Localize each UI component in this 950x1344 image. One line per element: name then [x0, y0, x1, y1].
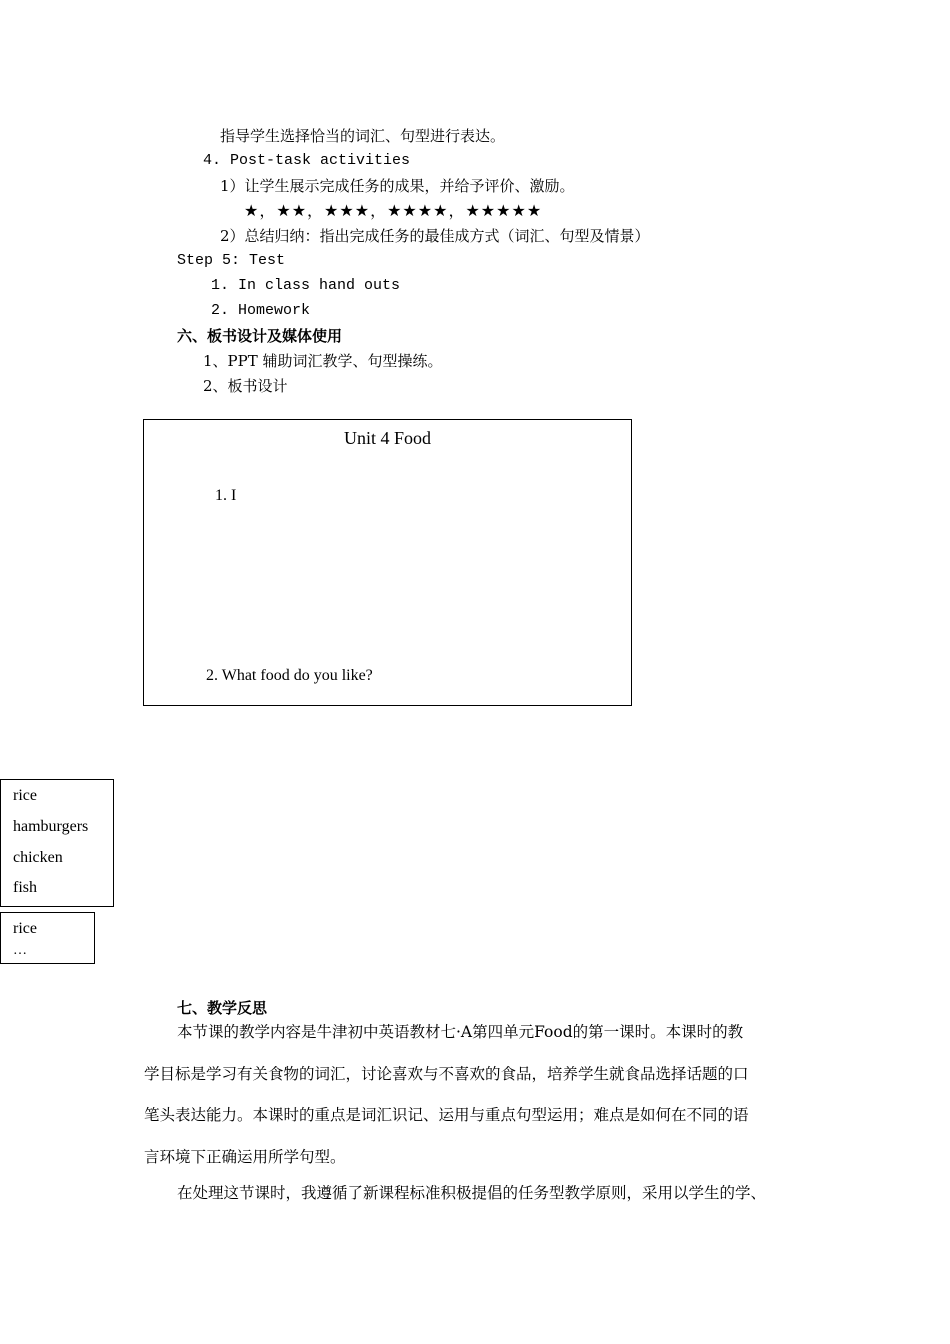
- reflection-line-1: 本节课的教学内容是牛津初中英语教材七·A第四单元Food的第一课时。本课时的教: [177, 1023, 744, 1041]
- food-item-fish: fish: [13, 879, 37, 896]
- test-item-2: 2. Homework: [211, 302, 311, 319]
- small-box-ellipsis: …: [13, 943, 27, 958]
- board-design-box: [143, 419, 632, 706]
- post-task-item-1: 1）让学生展示完成任务的成果，并给予评价、激励。: [220, 177, 575, 195]
- rating-stars: ★，★★，★★★，★★★★，★★★★★: [244, 201, 543, 220]
- food-item-chicken: chicken: [13, 849, 63, 866]
- board-point-1: 1. I: [215, 487, 237, 504]
- section7-heading: 七、教学反思: [177, 999, 268, 1017]
- post-task-heading: 4. Post-task activities: [203, 152, 411, 169]
- small-food-box: [0, 912, 95, 964]
- board-point-2: 2. What food do you like?: [206, 667, 373, 684]
- section6-item-1: 1、PPT 辅助词汇教学、句型操练。: [203, 352, 443, 370]
- section6-heading: 六、板书设计及媒体使用: [177, 327, 343, 345]
- food-item-rice: rice: [13, 787, 37, 804]
- small-box-rice: rice: [13, 920, 37, 937]
- reflection-line-2: 学目标是学习有关食物的词汇，讨论喜欢与不喜欢的食品，培养学生就食品选择话题的口: [144, 1065, 749, 1083]
- board-title: Unit 4 Food: [343, 428, 431, 448]
- post-task-item-2: 2）总结归纳：指出完成任务的最佳成方式（词汇、句型及情景）: [220, 227, 650, 245]
- food-item-hamburgers: hamburgers: [13, 818, 89, 835]
- test-item-1: 1. In class hand outs: [211, 277, 401, 294]
- section6-item-2: 2、板书设计: [203, 377, 288, 395]
- reflection-line-3: 笔头表达能力。本课时的重点是词汇识记、运用与重点句型运用；难点是如何在不同的语: [144, 1106, 749, 1124]
- guide-text: 指导学生选择恰当的词汇、句型进行表达。: [220, 127, 506, 145]
- food-words-box: [0, 779, 114, 907]
- reflection-line-4: 言环境下正确运用所学句型。: [144, 1148, 346, 1166]
- reflection-line-5: 在处理这节课时，我遵循了新课程标准积极提倡的任务型教学原则，采用以学生的学、: [177, 1184, 767, 1202]
- step5-heading: Step 5: Test: [177, 252, 286, 269]
